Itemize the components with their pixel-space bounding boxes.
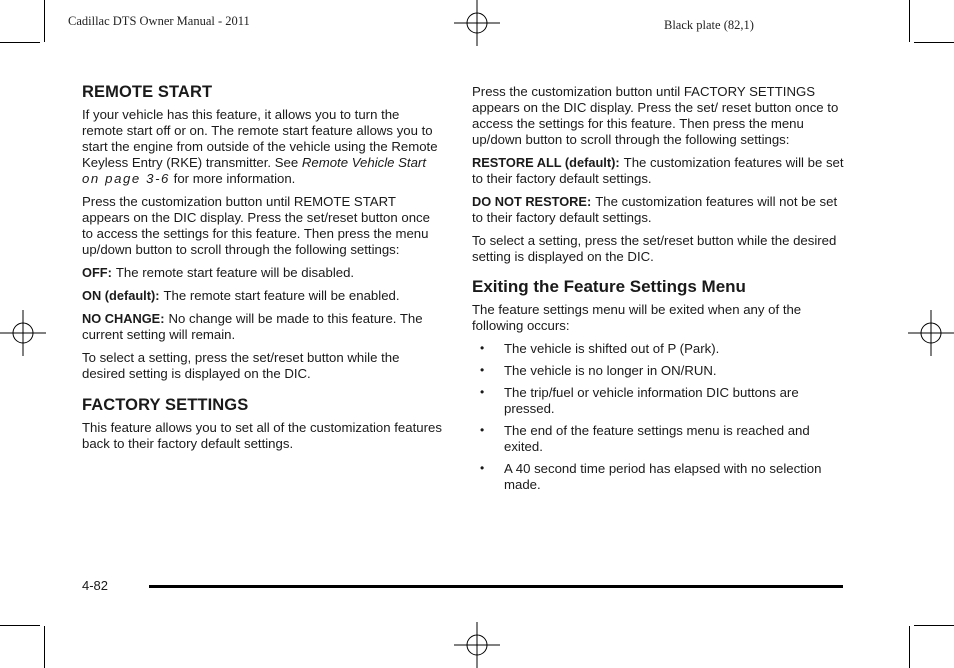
crop-mark-bottom-right-vertical: [909, 626, 910, 668]
list-item-text: The vehicle is shifted out of P (Park).: [504, 341, 720, 356]
option-term: DO NOT RESTORE:: [472, 194, 592, 209]
crop-mark-top-left-vertical: [44, 0, 45, 42]
bullet-icon: •: [480, 341, 485, 355]
list-item-text: A 40 second time period has elapsed with no selection made.: [504, 461, 822, 492]
list-item: [472, 385, 844, 417]
option-text: No change will be made to this feature. The current setting will remain.: [82, 311, 423, 342]
crop-mark-bottom-left-horizontal: [0, 625, 40, 626]
reference-title: Remote Vehicle Start: [301, 155, 426, 170]
option-term: ON (default):: [82, 288, 160, 303]
registration-target-right-icon: [908, 310, 954, 356]
footer-rule: [149, 585, 843, 588]
list-item-text: The vehicle is no longer in ON/RUN.: [504, 363, 717, 378]
remote-start-select-note: To select a setting, press the set/reset button while the desired setting is displayed on the DIC.: [82, 350, 400, 381]
option-text: The customization features will be set to their factory default settings.: [472, 155, 844, 186]
crop-mark-top-left-horizontal: [0, 42, 40, 43]
right-column: [472, 84, 844, 499]
list-item-text: The end of the feature settings menu is reached and exited.: [504, 423, 810, 454]
page-number: 4-82: [82, 578, 109, 593]
option-off: [82, 265, 444, 281]
bullet-icon: •: [480, 363, 485, 377]
bullet-icon: •: [480, 423, 485, 437]
remote-start-intro: [82, 107, 444, 187]
list-item: [472, 461, 844, 493]
left-column: [82, 84, 444, 459]
list-item: [472, 341, 844, 357]
crop-mark-bottom-left-vertical: [44, 626, 45, 668]
option-do-not-restore: [472, 194, 844, 226]
crop-mark-top-right-vertical: [909, 0, 910, 42]
remote-start-instructions: Press the customization button until REMOTE START appears on the DIC display. Press the set/reset button once to access the settings for this feature. Then press the menu up/down button to scroll through the following settings:: [82, 194, 430, 257]
crop-mark-top-right-horizontal: [914, 42, 954, 43]
option-restore-all: [472, 155, 844, 187]
option-text: The customization features will not be set to their factory default settings.: [472, 194, 838, 225]
factory-settings-body: This feature allows you to set all of the customization features back to their factory default settings.: [82, 420, 442, 451]
crop-mark-bottom-right-horizontal: [914, 625, 954, 626]
option-term: RESTORE ALL (default):: [472, 155, 620, 170]
plate-label: Black plate (82,1): [664, 18, 754, 32]
option-on-default: [82, 288, 444, 304]
list-item: [472, 363, 844, 379]
option-text: The remote start feature will be disabled.: [115, 265, 355, 280]
remote-start-intro-text: If your vehicle has this feature, it allows you to turn the remote start off or on. The remote start feature allows you to start the engine from outside of the vehicle using the Remote Keyless Entry (RKE) transmitter. See: [82, 107, 438, 170]
list-item-text: The trip/fuel or vehicle information DIC buttons are pressed.: [504, 385, 799, 416]
bullet-icon: •: [480, 461, 485, 475]
bullet-icon: •: [480, 385, 485, 399]
remote-start-heading: REMOTE START: [82, 83, 213, 101]
registration-target-top-icon: [454, 0, 500, 46]
registration-target-bottom-icon: [454, 622, 500, 668]
factory-settings-heading: FACTORY SETTINGS: [82, 396, 249, 414]
factory-settings-instructions: Press the customization button until FACTORY SETTINGS appears on the DIC display. Press the set/ reset button once to access the settings for this feature. Then press the menu up/down button to scroll through the following settings:: [472, 84, 839, 147]
exit-conditions-list: [472, 341, 844, 493]
manual-title: Cadillac DTS Owner Manual - 2011: [68, 14, 250, 28]
reference-page: on page 3-6: [82, 171, 170, 186]
option-no-change: [82, 311, 444, 343]
list-item: [472, 423, 844, 455]
option-text: The remote start feature will be enabled.: [163, 288, 400, 303]
option-term: NO CHANGE:: [82, 311, 165, 326]
option-term: OFF:: [82, 265, 112, 280]
exiting-menu-intro: The feature settings menu will be exited when any of the following occurs:: [472, 302, 802, 333]
exiting-menu-heading: Exiting the Feature Settings Menu: [472, 277, 746, 296]
factory-settings-select-note: To select a setting, press the set/reset button while the desired setting is displayed on the DIC.: [472, 233, 837, 264]
remote-start-intro-tail: for more information.: [170, 171, 296, 186]
registration-target-left-icon: [0, 310, 46, 356]
